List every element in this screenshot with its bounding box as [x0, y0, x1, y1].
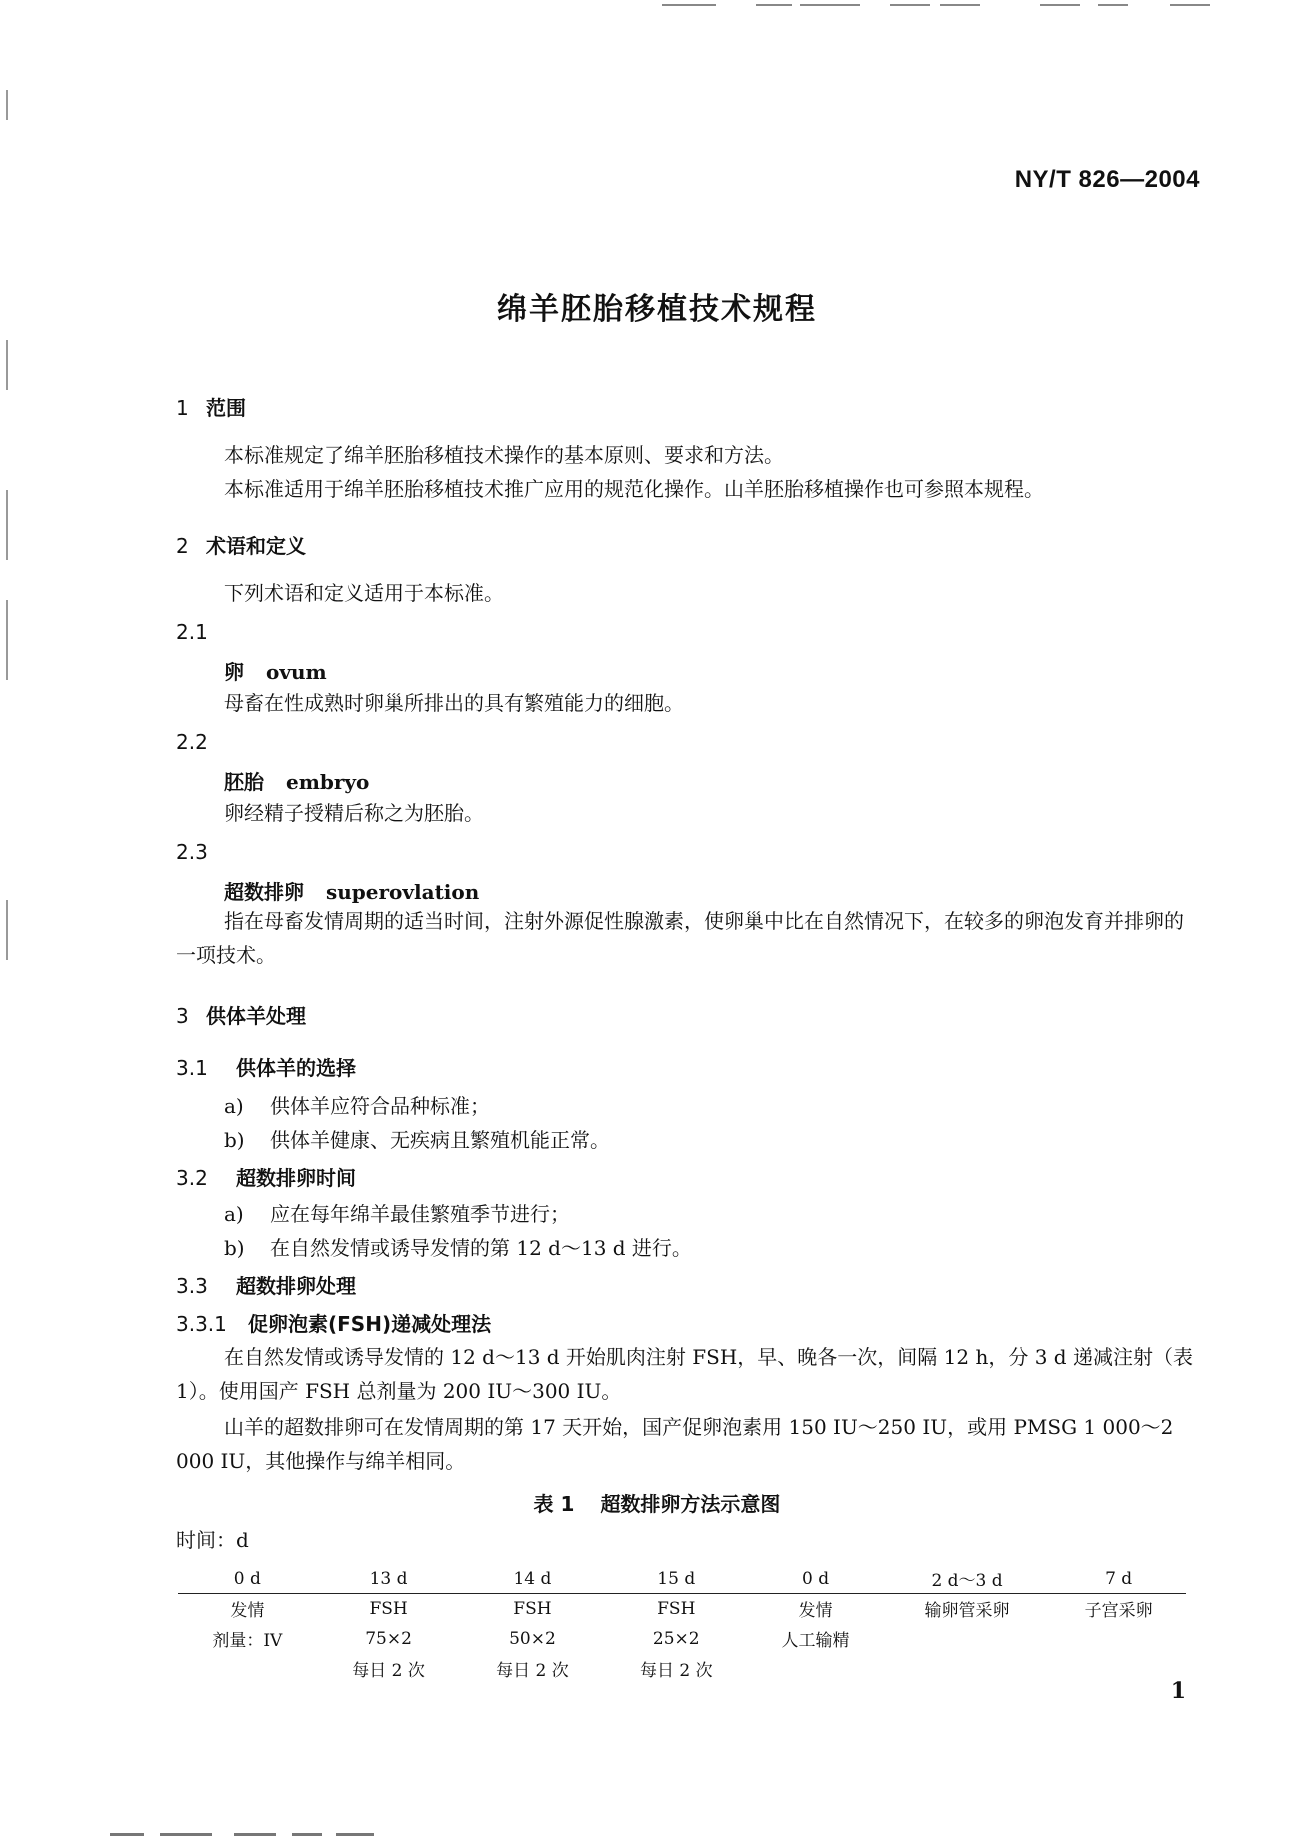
term-definition: 母畜在性成熟时卵巢所排出的具有繁殖能力的细胞。: [224, 691, 684, 715]
scan-mark: [800, 4, 860, 6]
term-embryo: 胚胎 embryo: [224, 770, 370, 794]
table-row: [178, 1594, 1186, 1625]
column-header: 15 d: [604, 1562, 748, 1594]
scan-mark: [1170, 4, 1210, 6]
term-ovum: 卵 ovum: [224, 660, 327, 684]
section-heading-3: [176, 1000, 306, 1029]
term-superovulation: 超数排卵 superovlation: [224, 880, 480, 904]
term-number: 2.1: [176, 620, 208, 644]
list-item: b) 供体羊健康、无疾病且繁殖机能正常。: [224, 1128, 610, 1152]
column-header: 0 d: [748, 1562, 883, 1594]
scan-mark: [6, 340, 8, 390]
table-cell: [1051, 1624, 1186, 1654]
table-cell: FSH: [369, 1598, 408, 1619]
scan-mark: [336, 1833, 374, 1836]
subsection-heading: 3.3 超数排卵处理: [176, 1274, 356, 1298]
table-cell: 子宫采卵: [1084, 1601, 1153, 1621]
schedule-table: [178, 1562, 1186, 1684]
paragraph: 在自然发情或诱导发情的 12 d～13 d 开始肌肉注射 FSH，早、晚各一次，间隔 12 h，分 3 d 递减注射（表 1）。使用国产 FSH 总剂量为 200 IU～300 IU。: [176, 1345, 1193, 1403]
table-cell: 输卵管采卵: [924, 1601, 1010, 1621]
table-cell: 剂量：IV: [212, 1631, 283, 1651]
page-title: 绵羊胚胎移植技术规程: [497, 292, 817, 327]
table-cell: FSH: [513, 1598, 552, 1619]
scan-mark: [292, 1833, 322, 1836]
column-header: 14 d: [461, 1562, 605, 1594]
subsubsection-heading: 3.3.1 促卵泡素(FSH)递减处理法: [176, 1312, 492, 1336]
section-heading-1: [176, 392, 246, 421]
table-cell: [1051, 1654, 1186, 1684]
section-title: 供体羊处理: [206, 1004, 306, 1028]
term-definition: 指在母畜发情周期的适当时间，注射外源促性腺激素，使卵巢中比在自然情况下，在较多的卵泡发育并排卵的一项技术。: [176, 909, 1184, 967]
table-cell: [748, 1654, 883, 1684]
term-definition: 卵经精子授精后称之为胚胎。: [224, 801, 484, 825]
subsection-heading: 3.1 供体羊的选择: [176, 1056, 356, 1080]
section-heading-2: [176, 530, 306, 559]
column-header: 13 d: [317, 1562, 461, 1594]
table-cell: [883, 1654, 1051, 1684]
section-title: 术语和定义: [206, 534, 306, 558]
term-number: 2.2: [176, 730, 208, 754]
paragraph: 本标准适用于绵羊胚胎移植技术推广应用的规范化操作。山羊胚胎移植操作也可参照本规程。: [224, 477, 1044, 501]
table-unit-label: 时间：d: [176, 1528, 249, 1552]
column-header: 2 d～3 d: [883, 1562, 1051, 1594]
table-cell: 每日 2 次: [352, 1661, 425, 1681]
scan-mark: [110, 1833, 144, 1836]
table-cell: [883, 1624, 1051, 1654]
section-number: 3: [176, 1004, 189, 1028]
column-header: 7 d: [1051, 1562, 1186, 1594]
section-number: 1: [176, 396, 189, 420]
section-number: 2: [176, 534, 189, 558]
standard-code: NY/T 826—2004: [1014, 166, 1200, 193]
scan-mark: [160, 1833, 212, 1836]
column-header: 0 d: [178, 1562, 317, 1594]
table-cell: 发情: [798, 1601, 833, 1621]
section-title: 范围: [206, 396, 246, 420]
table-cell: 人工输精: [781, 1631, 850, 1651]
scan-mark: [6, 490, 8, 560]
table-cell: 每日 2 次: [639, 1661, 713, 1681]
table-cell: FSH: [657, 1598, 696, 1619]
paragraph: 下列术语和定义适用于本标准。: [224, 581, 504, 605]
table-cell: 25×2: [652, 1628, 700, 1649]
scan-mark: [890, 4, 930, 6]
table-row: [178, 1624, 1186, 1654]
paragraph: 本标准规定了绵羊胚胎移植技术操作的基本原则、要求和方法。: [224, 443, 784, 467]
list-item: a) 应在每年绵羊最佳繁殖季节进行；: [224, 1202, 570, 1226]
table-cell: 每日 2 次: [496, 1661, 569, 1681]
scan-mark: [756, 4, 792, 6]
table-header-row: [178, 1562, 1186, 1594]
paragraph: 山羊的超数排卵可在发情周期的第 17 天开始，国产促卵泡素用 150 IU～250 IU，或用 PMSG 1 000～2 000 IU，其他操作与绵羊相同。: [176, 1415, 1174, 1473]
table-cell: 发情: [230, 1601, 265, 1621]
table-cell: [178, 1654, 317, 1684]
scan-mark: [662, 4, 716, 6]
term-number: 2.3: [176, 840, 208, 864]
table-cell: 75×2: [365, 1628, 412, 1649]
scan-mark: [940, 4, 980, 6]
subsection-heading: 3.2 超数排卵时间: [176, 1166, 356, 1190]
scan-mark: [234, 1833, 276, 1836]
scan-mark: [1040, 4, 1080, 6]
list-item: b) 在自然发情或诱导发情的第 12 d～13 d 进行。: [224, 1236, 692, 1260]
scan-mark: [1098, 4, 1128, 6]
table-row: [178, 1654, 1186, 1684]
list-item: a) 供体羊应符合品种标准；: [224, 1094, 490, 1118]
scan-mark: [6, 90, 8, 120]
table-caption: 表 1 超数排卵方法示意图: [533, 1492, 781, 1516]
page-number: 1: [1170, 1678, 1186, 1704]
scan-mark: [6, 900, 8, 960]
table-cell: 50×2: [509, 1628, 556, 1649]
scan-mark: [6, 600, 8, 680]
